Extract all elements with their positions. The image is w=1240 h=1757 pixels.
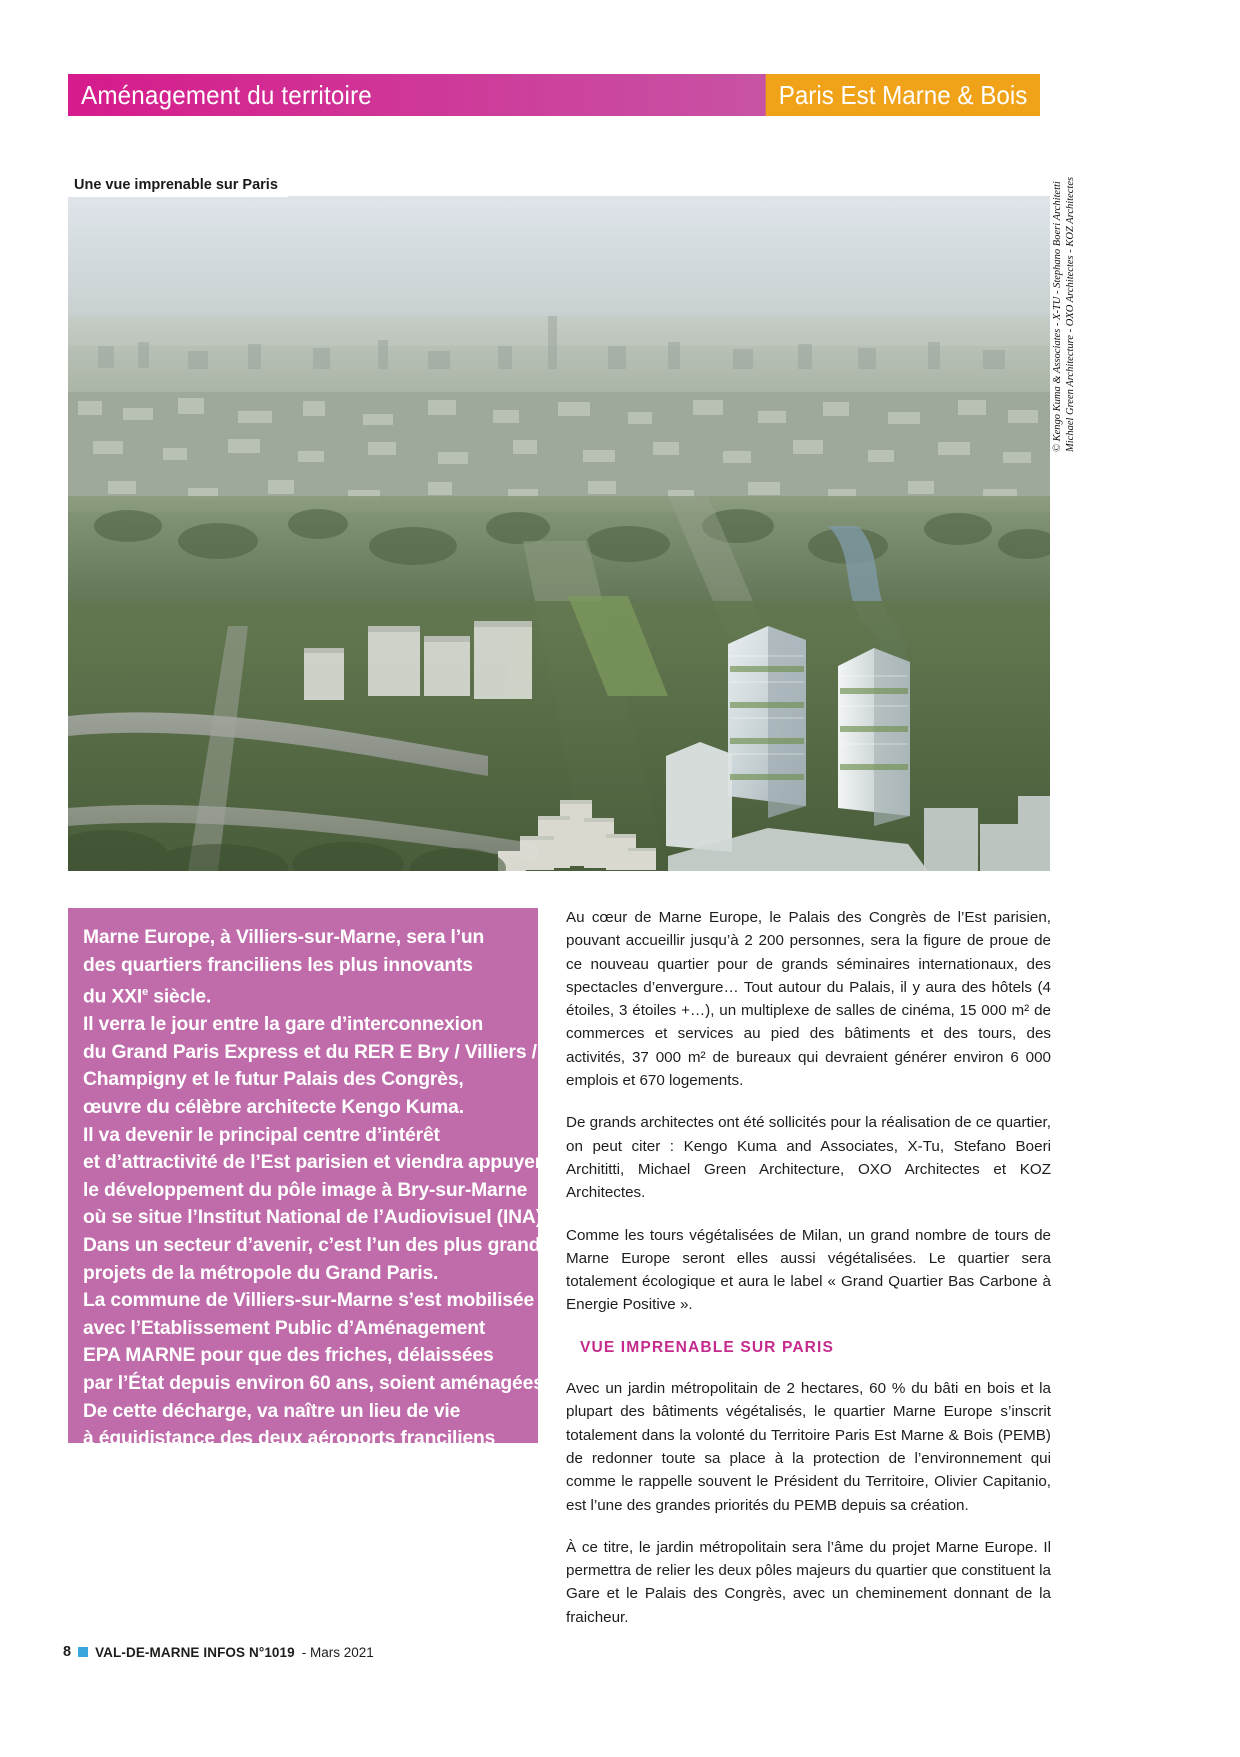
article-body: [566, 906, 1051, 1629]
intro-line: où se situe l’Institut National de l’Audiovisuel (INA).: [83, 1207, 548, 1229]
aerial-photo: [68, 196, 1050, 871]
page-header-bar: [68, 74, 1040, 116]
intro-line: projets de la métropole du Grand Paris.: [83, 1262, 439, 1284]
photo-credit: [1052, 122, 1077, 452]
intro-line: du XXIe siècle.: [83, 986, 212, 1008]
intro-line: EPA MARNE pour que des friches, délaissées: [83, 1345, 494, 1367]
intro-line: à équidistance des deux aéroports franciliens: [83, 1428, 496, 1450]
article-paragraph-3: Comme les tours végétalisées de Milan, un grand nombre de tours de Marne Europe seront elles aussi végétalisées. Le quartier sera totalement écologique et aura le label « Grand Quartier Bas Carbone à Energie Positive ».: [566, 1226, 1051, 1314]
photo-credit-line-2: Michael Green Architecture - OXO Architectes - KOZ Architectes: [1064, 176, 1076, 452]
intro-line: par l’État depuis environ 60 ans, soient aménagées.: [83, 1372, 549, 1394]
article-paragraph-1: Au cœur de Marne Europe, le Palais des Congrès de l’Est parisien, pouvant accueillir jusqu’à 2 200 personnes, sera la figure de proue de ce nouveau quartier pour de grands séminaires internationaux, des spectacles d’envergure… Tout autour du Palais, il y aura des hôtels (4 étoiles, 3 étoiles +…), un multiplexe de salles de cinéma, 15 000 m² de commerces et services au pied des bâtiments et des tours, des activités, 37 000 m² de bureaux qui devraient générer environ 6 000 emplois et 670 logements.: [566, 909, 1051, 1090]
footer-square-icon: [78, 1647, 88, 1657]
intro-highlight-box: [68, 908, 551, 1588]
intro-line: Marne Europe, à Villiers-sur-Marne, sera l’un: [83, 927, 485, 948]
intro-line: œuvre du célèbre architecte Kengo Kuma.: [83, 1096, 464, 1118]
intro-line: Champigny et le futur Palais des Congrès,: [83, 1069, 464, 1091]
intro-line: et d’attractivité de l’Est parisien et viendra appuyer: [83, 1152, 543, 1174]
intro-line: De cette décharge, va naître un lieu de vie: [83, 1400, 461, 1422]
intro-line: avec l’Etablissement Public d’Aménagement: [83, 1317, 486, 1339]
territory-badge: Paris Est Marne & Bois: [765, 74, 1040, 116]
intro-line: et à 20 minutes du centre de Paris.: [83, 1483, 395, 1505]
page-footer: [63, 1644, 374, 1660]
intro-line: La commune de Villiers-sur-Marne s’est mobilisée: [83, 1290, 535, 1312]
intro-line: le développement du pôle image à Bry-sur-Marne: [83, 1179, 528, 1201]
intro-line: du fonds friches gouvernementales.: [83, 1566, 409, 1588]
intro-line: Marne Europe sera le premier site à bénéficier: [83, 1538, 499, 1560]
article-paragraph-4: Avec un jardin métropolitain de 2 hectares, 60 % du bâti en bois et la plupart des bâtiments végétalisés, le quartier Marne Europe s’inscrit totalement dans la volonté du Territoire Paris Est Marne & Bois (PEMB) de redonner toute sa place à la protection de l’environnement qui comme le rappelle souvent le Président du Territoire, Olivier Capitanio, est l’une des grandes priorités du PEMB depuis sa création.: [566, 1380, 1051, 1514]
section-title: Aménagement du territoire: [81, 79, 372, 110]
intro-line: des quartiers franciliens les plus innovants: [83, 954, 473, 976]
article-paragraph-5: À ce titre, le jardin métropolitain sera l’âme du projet Marne Europe. Il permettra de relier les deux pôles majeurs du quartier que constituent la Gare et le Palais des Congrès, avec un cheminement donnant de la fraicheur.: [566, 1538, 1051, 1626]
intro-line: L’état ne s’y est d’ailleurs pas trompé puisque: [83, 1510, 499, 1532]
intro-line: Il va devenir le principal centre d’intérêt: [83, 1124, 440, 1146]
publication-title: VAL-DE-MARNE INFOS N°1019: [95, 1644, 295, 1660]
photo-caption-label: Une vue imprenable sur Paris: [68, 172, 288, 197]
intro-line: du Grand Paris Express et du RER E Bry / Villiers /: [83, 1041, 537, 1063]
intro-line: Il verra le jour entre la gare d’interconnexion: [83, 1014, 484, 1036]
photo-credit-line-1: © Kengo Kuma & Associates - X-TU - Stephano Boeri Architetti: [1052, 181, 1063, 452]
page-number: 8: [63, 1644, 72, 1660]
intro-text: [83, 924, 551, 1591]
issue-date: - Mars 2021: [301, 1644, 374, 1660]
article-subheading: VUE IMPRENABLE SUR PARIS: [580, 1338, 834, 1356]
intro-line: Dans un secteur d’avenir, c’est l’un des plus grands: [83, 1234, 551, 1256]
intro-line: (Roissy et Orly), à 20 minutes d’Eurodisney: [83, 1455, 475, 1477]
article-paragraph-2: De grands architectes ont été sollicités pour la réalisation de ce quartier, on peut citer : Kengo Kuma and Associates, X-Tu, Stefano Boeri Archititti, Michael Green Architecture, OXO Architectes et KOZ Architectes.: [566, 1114, 1051, 1202]
